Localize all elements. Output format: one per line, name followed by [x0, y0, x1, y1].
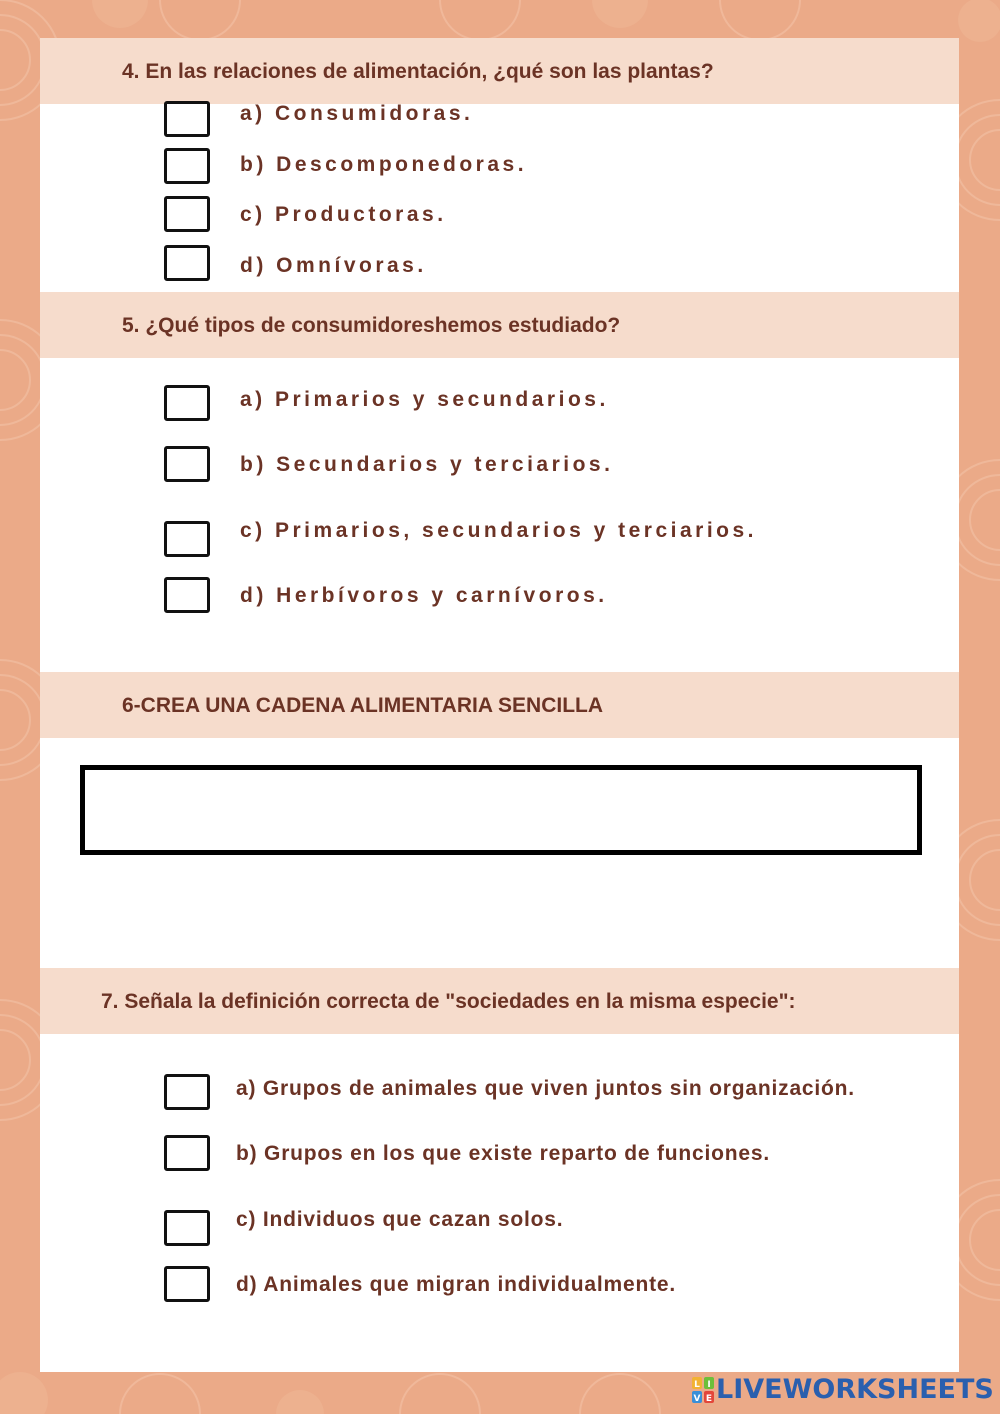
liveworksheets-mark-icon [692, 1377, 714, 1403]
q4-option-b-checkbox[interactable] [164, 148, 210, 184]
liveworksheets-logo [692, 1374, 992, 1406]
q7-option-d-checkbox[interactable] [164, 1266, 210, 1302]
q7-option-c-label: c) Individuos que cazan solos. [236, 1208, 564, 1231]
q5-option-d-label: d) Herbívoros y carnívoros. [240, 584, 608, 607]
question-6-title: 6-CREA UNA CADENA ALIMENTARIA SENCILLA [122, 694, 604, 717]
question-4-title: 4. En las relaciones de alimentación, ¿qué son las plantas? [122, 60, 714, 83]
q5-option-b-label: b) Secundarios y terciarios. [240, 453, 614, 476]
q4-option-d-checkbox[interactable] [164, 245, 210, 281]
food-chain-answer-box[interactable] [80, 765, 922, 855]
q7-option-b-label: b) Grupos en los que existe reparto de funciones. [236, 1142, 770, 1165]
q7-option-a-label: a) Grupos de animales que viven juntos sin organización. [236, 1077, 855, 1100]
liveworksheets-wordmark: LIVEWORKSHEETS [716, 1374, 994, 1405]
q4-option-c-label: c) Productoras. [240, 203, 447, 226]
mark-letter-l: L [694, 1380, 700, 1390]
q4-option-d-label: d) Omnívoras. [240, 254, 427, 277]
question-7-title: 7. Señala la definición correcta de "sociedades en la misma especie": [101, 990, 796, 1013]
mark-letter-i: I [707, 1380, 711, 1390]
worksheet-page [40, 38, 959, 1372]
q5-option-b-checkbox[interactable] [164, 446, 210, 482]
q4-option-a-checkbox[interactable] [164, 101, 210, 137]
q5-option-c-label: c) Primarios, secundarios y terciarios. [240, 519, 758, 542]
q5-option-d-checkbox[interactable] [164, 577, 210, 613]
q4-option-a-label: a) Consumidoras. [240, 102, 474, 125]
mark-letter-e: E [705, 1394, 713, 1403]
q7-option-a-checkbox[interactable] [164, 1074, 210, 1110]
q7-option-c-checkbox[interactable] [164, 1210, 210, 1246]
mark-letter-v: V [693, 1394, 701, 1403]
question-5-title: 5. ¿Qué tipos de consumidoreshemos estudiado? [122, 314, 621, 337]
q4-option-b-label: b) Descomponedoras. [240, 153, 528, 176]
q5-option-a-label: a) Primarios y secundarios. [240, 388, 609, 411]
q7-option-d-label: d) Animales que migran individualmente. [236, 1273, 676, 1296]
q7-option-b-checkbox[interactable] [164, 1135, 210, 1171]
q4-option-c-checkbox[interactable] [164, 196, 210, 232]
q5-option-a-checkbox[interactable] [164, 385, 210, 421]
q5-option-c-checkbox[interactable] [164, 521, 210, 557]
